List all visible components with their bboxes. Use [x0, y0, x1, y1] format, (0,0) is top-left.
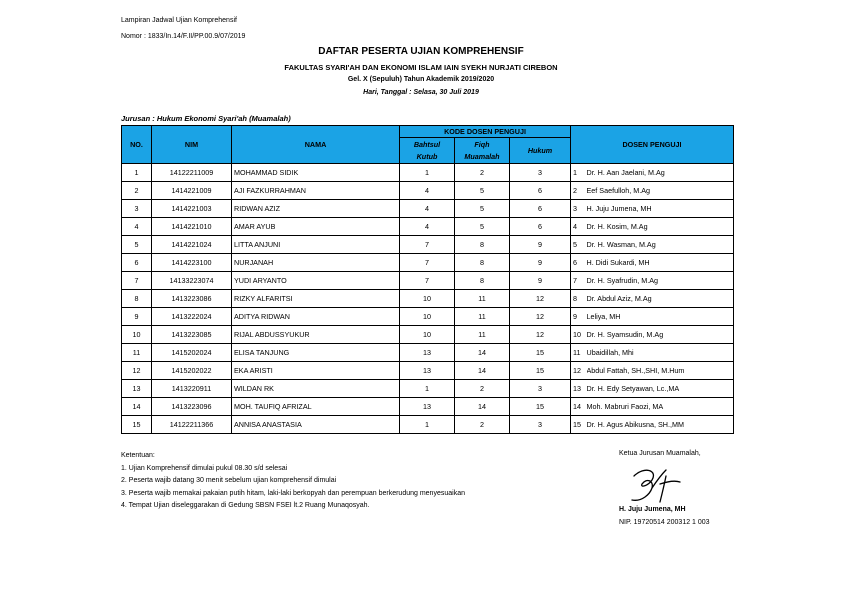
row-nim: 14122211366: [152, 416, 232, 434]
row-no: 3: [122, 200, 152, 218]
note-item: 2. Peserta wajib datang 30 menit sebelum ujian komprehensif dimulai: [121, 477, 337, 484]
row-kode-hukum: 3: [510, 380, 571, 398]
row-nama: NURJANAH: [232, 254, 400, 272]
note-item: 1. Ujian Komprehensif dimulai pukul 08.30 s/d selesai: [121, 464, 288, 472]
row-kode-hukum: 15: [510, 344, 571, 362]
row-nama: WILDAN RK: [232, 380, 400, 398]
row-dosen-name: Dr. H. Aan Jaelani, M.Ag: [587, 164, 734, 182]
row-dosen-number: 6: [571, 254, 587, 272]
row-kode-fiqh: 8: [455, 254, 510, 272]
row-kode-fiqh: 14: [455, 344, 510, 362]
row-kode-hukum: 15: [510, 362, 571, 380]
row-dosen-number: 5: [571, 236, 587, 254]
header-bahtsul-line1: Bahtsul: [413, 139, 441, 149]
note-item: 4. Tempat Ujian diseleggarakan di Gedung SBSN FSEI lt.2 Ruang Munaqosyah.: [121, 502, 370, 509]
row-kode-fiqh: 11: [455, 308, 510, 326]
row-kode-bahtsul: 10: [400, 290, 455, 308]
row-dosen-name: Dr. H. Edy Setyawan, Lc.,MA: [587, 380, 734, 398]
row-kode-fiqh: 2: [455, 380, 510, 398]
row-nama: ELISA TANJUNG: [232, 344, 400, 362]
signature-name: H. Juju Jumena, MH: [619, 506, 686, 513]
row-nim: 1414221010: [152, 218, 232, 236]
faculty-title: FAKULTAS SYARI'AH DAN EKONOMI ISLAM IAIN SYEKH NURJATI CIREBON: [284, 63, 558, 72]
row-kode-hukum: 6: [510, 218, 571, 236]
row-dosen-number: 14: [571, 398, 587, 416]
row-kode-hukum: 3: [510, 164, 571, 182]
row-kode-bahtsul: 13: [400, 362, 455, 380]
signature-nip: NIP. 19720514 200312 1 003: [619, 519, 710, 526]
header-dosen-penguji: DOSEN PENGUJI: [571, 126, 734, 164]
row-kode-bahtsul: 4: [400, 200, 455, 218]
table-row: [122, 164, 734, 182]
row-no: 14: [122, 398, 152, 416]
header-nama: NAMA: [232, 126, 400, 164]
row-no: 10: [122, 326, 152, 344]
row-kode-fiqh: 5: [455, 200, 510, 218]
row-dosen-name: Leliya, MH: [587, 308, 734, 326]
row-no: 15: [122, 416, 152, 434]
row-kode-hukum: 6: [510, 182, 571, 200]
row-dosen-name: Dr. H. Syafrudin, M.Ag: [587, 272, 734, 290]
row-no: 13: [122, 380, 152, 398]
row-nama: MOH. TAUFIQ AFRIZAL: [232, 398, 400, 416]
row-kode-fiqh: 8: [455, 272, 510, 290]
row-kode-bahtsul: 1: [400, 416, 455, 434]
row-dosen-number: 7: [571, 272, 587, 290]
row-nama: ADITYA RIDWAN: [232, 308, 400, 326]
row-dosen-name: Eef Saefulloh, M.Ag: [587, 182, 734, 200]
row-nama: EKA ARISTI: [232, 362, 400, 380]
table-row: [122, 272, 734, 290]
page-title: DAFTAR PESERTA UJIAN KOMPREHENSIF: [318, 46, 524, 57]
note-item: 3. Peserta wajib memakai pakaian putih hitam, laki-laki berkopyah dan perempuan berkerudung menyesuaikan: [121, 489, 465, 497]
row-nim: 1413223085: [152, 326, 232, 344]
row-dosen-name: H. Juju Jumena, MH: [587, 200, 734, 218]
row-no: 6: [122, 254, 152, 272]
row-kode-bahtsul: 13: [400, 398, 455, 416]
row-kode-bahtsul: 4: [400, 182, 455, 200]
table-row: [122, 380, 734, 398]
row-kode-fiqh: 14: [455, 398, 510, 416]
row-no: 1: [122, 164, 152, 182]
row-nama: RIZKY ALFARITSI: [232, 290, 400, 308]
row-nim: 1413220911: [152, 380, 232, 398]
notes-section: [121, 450, 465, 513]
row-kode-bahtsul: 1: [400, 380, 455, 398]
table-row: [122, 344, 734, 362]
row-kode-hukum: 12: [510, 326, 571, 344]
header-hukum: Hukum: [510, 138, 571, 164]
row-nama: AJI FAZKURRAHMAN: [232, 182, 400, 200]
table-row: [122, 236, 734, 254]
row-nim: 1413222024: [152, 308, 232, 326]
header-no: NO.: [122, 126, 152, 164]
row-dosen-number: 4: [571, 218, 587, 236]
row-dosen-number: 12: [571, 362, 587, 380]
row-nim: 1413223086: [152, 290, 232, 308]
letter-number: Nomor : 1833/In.14/F.II/PP.00.9/07/2019: [121, 33, 246, 40]
row-nama: AMAR AYUB: [232, 218, 400, 236]
row-dosen-number: 15: [571, 416, 587, 434]
row-nama: RIDWAN AZIZ: [232, 200, 400, 218]
row-no: 8: [122, 290, 152, 308]
row-dosen-number: 1: [571, 164, 587, 182]
row-dosen-number: 2: [571, 182, 587, 200]
row-kode-bahtsul: 13: [400, 344, 455, 362]
row-nama: RIJAL ABDUSSYUKUR: [232, 326, 400, 344]
row-kode-hukum: 9: [510, 272, 571, 290]
header-fiqh-muamalah: [455, 138, 510, 164]
row-dosen-number: 13: [571, 380, 587, 398]
row-dosen-name: Ubaidillah, Mhi: [587, 344, 734, 362]
row-no: 4: [122, 218, 152, 236]
row-kode-hukum: 6: [510, 200, 571, 218]
row-nama: ANNISA ANASTASIA: [232, 416, 400, 434]
header-bahtsul-kutub: [400, 138, 455, 164]
row-kode-hukum: 15: [510, 398, 571, 416]
header-fiqh-line1: Fiqh: [474, 139, 490, 149]
row-kode-fiqh: 11: [455, 326, 510, 344]
row-nim: 1415202022: [152, 362, 232, 380]
row-kode-bahtsul: 4: [400, 218, 455, 236]
row-kode-fiqh: 5: [455, 182, 510, 200]
row-dosen-number: 3: [571, 200, 587, 218]
row-dosen-name: Dr. H. Wasman, M.Ag: [587, 236, 734, 254]
row-nim: 1413223096: [152, 398, 232, 416]
participants-table: [121, 125, 734, 434]
row-nim: 14133223074: [152, 272, 232, 290]
table-row: [122, 182, 734, 200]
row-dosen-number: 10: [571, 326, 587, 344]
row-kode-fiqh: 5: [455, 218, 510, 236]
row-nama: YUDI ARYANTO: [232, 272, 400, 290]
row-dosen-name: Dr. H. Syamsudin, M.Ag: [587, 326, 734, 344]
row-kode-hukum: 3: [510, 416, 571, 434]
row-kode-hukum: 9: [510, 254, 571, 272]
table-row: [122, 290, 734, 308]
row-nim: 1414223100: [152, 254, 232, 272]
row-dosen-number: 9: [571, 308, 587, 326]
row-kode-hukum: 9: [510, 236, 571, 254]
row-kode-fiqh: 8: [455, 236, 510, 254]
row-no: 7: [122, 272, 152, 290]
row-kode-bahtsul: 1: [400, 164, 455, 182]
row-kode-hukum: 12: [510, 290, 571, 308]
row-dosen-name: H. Didi Sukardi, MH: [587, 254, 734, 272]
row-kode-fiqh: 2: [455, 416, 510, 434]
row-dosen-name: Dr. H. Kosim, M.Ag: [587, 218, 734, 236]
row-nim: 1414221024: [152, 236, 232, 254]
batch-title: Gel. X (Sepuluh) Tahun Akademik 2019/2020: [347, 76, 495, 83]
table-row: [122, 326, 734, 344]
row-dosen-name: Dr. Abdul Aziz, M.Ag: [587, 290, 734, 308]
header-nim: NIM: [152, 126, 232, 164]
table-row: [122, 200, 734, 218]
attachment-label: Lampiran Jadwal Ujian Komprehensif: [121, 17, 237, 24]
row-nama: MOHAMMAD SIDIK: [232, 164, 400, 182]
row-kode-bahtsul: 10: [400, 326, 455, 344]
row-kode-bahtsul: 7: [400, 254, 455, 272]
row-nama: LITTA ANJUNI: [232, 236, 400, 254]
row-kode-fiqh: 2: [455, 164, 510, 182]
row-kode-bahtsul: 7: [400, 236, 455, 254]
row-no: 12: [122, 362, 152, 380]
date-title: Hari, Tanggal : Selasa, 30 Juli 2019: [363, 89, 479, 96]
header-fiqh-line2: Muamalah: [464, 151, 500, 161]
table-row: [122, 362, 734, 380]
table-row: [122, 254, 734, 272]
row-nim: 1415202024: [152, 344, 232, 362]
row-kode-bahtsul: 7: [400, 272, 455, 290]
row-no: 5: [122, 236, 152, 254]
row-no: 11: [122, 344, 152, 362]
row-kode-hukum: 12: [510, 308, 571, 326]
table-row: [122, 398, 734, 416]
row-no: 2: [122, 182, 152, 200]
department-label: Jurusan : Hukum Ekonomi Syari'ah (Muamalah): [121, 114, 291, 123]
row-no: 9: [122, 308, 152, 326]
header-kode-dosen: KODE DOSEN PENGUJI: [400, 126, 571, 138]
row-nim: 1414221003: [152, 200, 232, 218]
table-row: [122, 308, 734, 326]
row-dosen-name: Moh. Mabruri Faozi, MA: [587, 398, 734, 416]
row-kode-fiqh: 11: [455, 290, 510, 308]
row-nim: 1414221009: [152, 182, 232, 200]
signature-role: Ketua Jurusan Muamalah,: [619, 450, 701, 457]
signature-image: [622, 462, 692, 504]
row-dosen-name: Dr. H. Agus Abikusna, SH.,MM: [587, 416, 734, 434]
table-row: [122, 416, 734, 434]
row-dosen-name: Abdul Fattah, SH.,SHI, M.Hum: [587, 362, 734, 380]
row-nim: 14122211009: [152, 164, 232, 182]
row-kode-fiqh: 14: [455, 362, 510, 380]
notes-heading: Ketentuan:: [121, 452, 155, 459]
row-dosen-number: 8: [571, 290, 587, 308]
row-dosen-number: 11: [571, 344, 587, 362]
row-kode-bahtsul: 10: [400, 308, 455, 326]
table-row: [122, 218, 734, 236]
header-bahtsul-line2: Kutub: [416, 151, 438, 161]
